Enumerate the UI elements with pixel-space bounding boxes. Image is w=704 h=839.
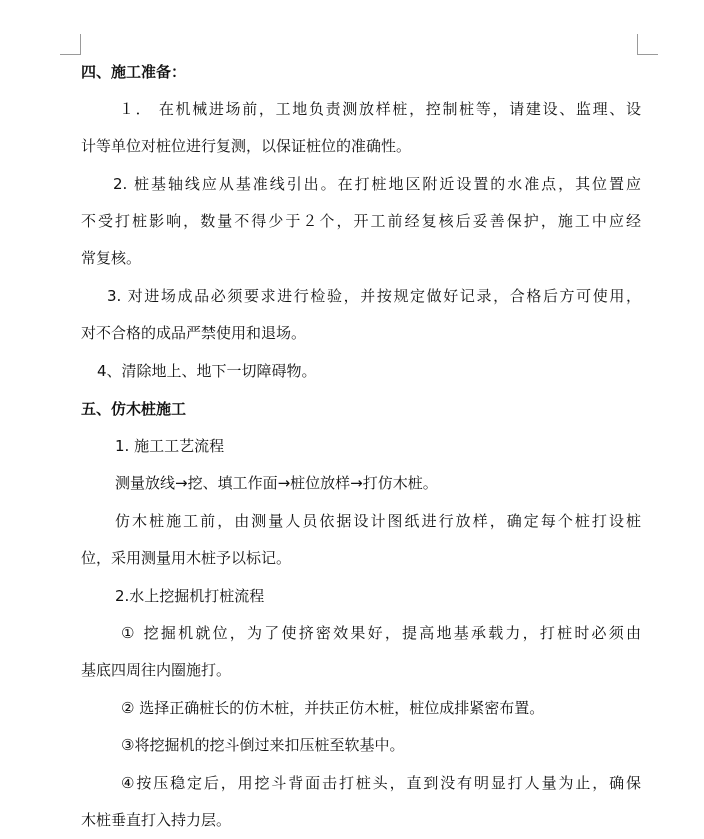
crop-mark-right — [637, 34, 658, 55]
paragraph-line: 测量放线→挖、填工作面→桩位放样→打仿木桩。 — [115, 474, 438, 492]
paragraph-line: 不受打桩影响，数量不得少于２个，开工前经复核后妥善保护，施工中应经 — [81, 212, 641, 230]
paragraph-line: １． 在机械进场前，工地负责测放样桩，控制桩等，请建设、监理、设 — [119, 100, 641, 118]
list-item: 2.水上挖掘机打桩流程 — [115, 587, 265, 605]
paragraph-line: 木桩垂直打入持力层。 — [81, 811, 232, 829]
paragraph-line: ③将挖掘机的挖斗倒过来扣压桩至软基中。 — [121, 736, 405, 754]
section-heading: 五、仿木桩施工 — [81, 400, 187, 418]
paragraph-line: 基底四周往内圈施打。 — [81, 661, 232, 679]
paragraph-line: 3. 对进场成品必须要求进行检验，并按规定做好记录，合格后方可使用， — [107, 287, 641, 305]
paragraph-line: ② 选择正确桩长的仿木桩，并扶正仿木桩，桩位成排紧密布置。 — [121, 699, 545, 717]
paragraph-line: 计等单位对桩位进行复测，以保证桩位的准确性。 — [81, 137, 412, 155]
paragraph-line: 对不合格的成品严禁使用和退场。 — [81, 324, 307, 342]
paragraph-line: 常复核。 — [81, 249, 142, 267]
paragraph-line: ④按压稳定后，用挖斗背面击打桩头，直到没有明显打人量为止，确保 — [121, 774, 641, 792]
paragraph-line: 仿木桩施工前，由测量人员依据设计图纸进行放样，确定每个桩打设桩 — [115, 512, 641, 530]
crop-mark-left — [60, 34, 81, 55]
paragraph-line: 4、清除地上、地下一切障碍物。 — [97, 362, 317, 380]
paragraph-line: 2. 桩基轴线应从基准线引出。在打桩地区附近设置的水准点，其位置应 — [113, 175, 641, 193]
paragraph-line: ① 挖掘机就位，为了使挤密效果好，提高地基承载力，打桩时必须由 — [121, 624, 641, 642]
list-item: 1. 施工工艺流程 — [115, 437, 225, 455]
section-heading: 四、施工准备： — [81, 63, 187, 81]
paragraph-line: 位，采用测量用木桩予以标记。 — [81, 549, 292, 567]
